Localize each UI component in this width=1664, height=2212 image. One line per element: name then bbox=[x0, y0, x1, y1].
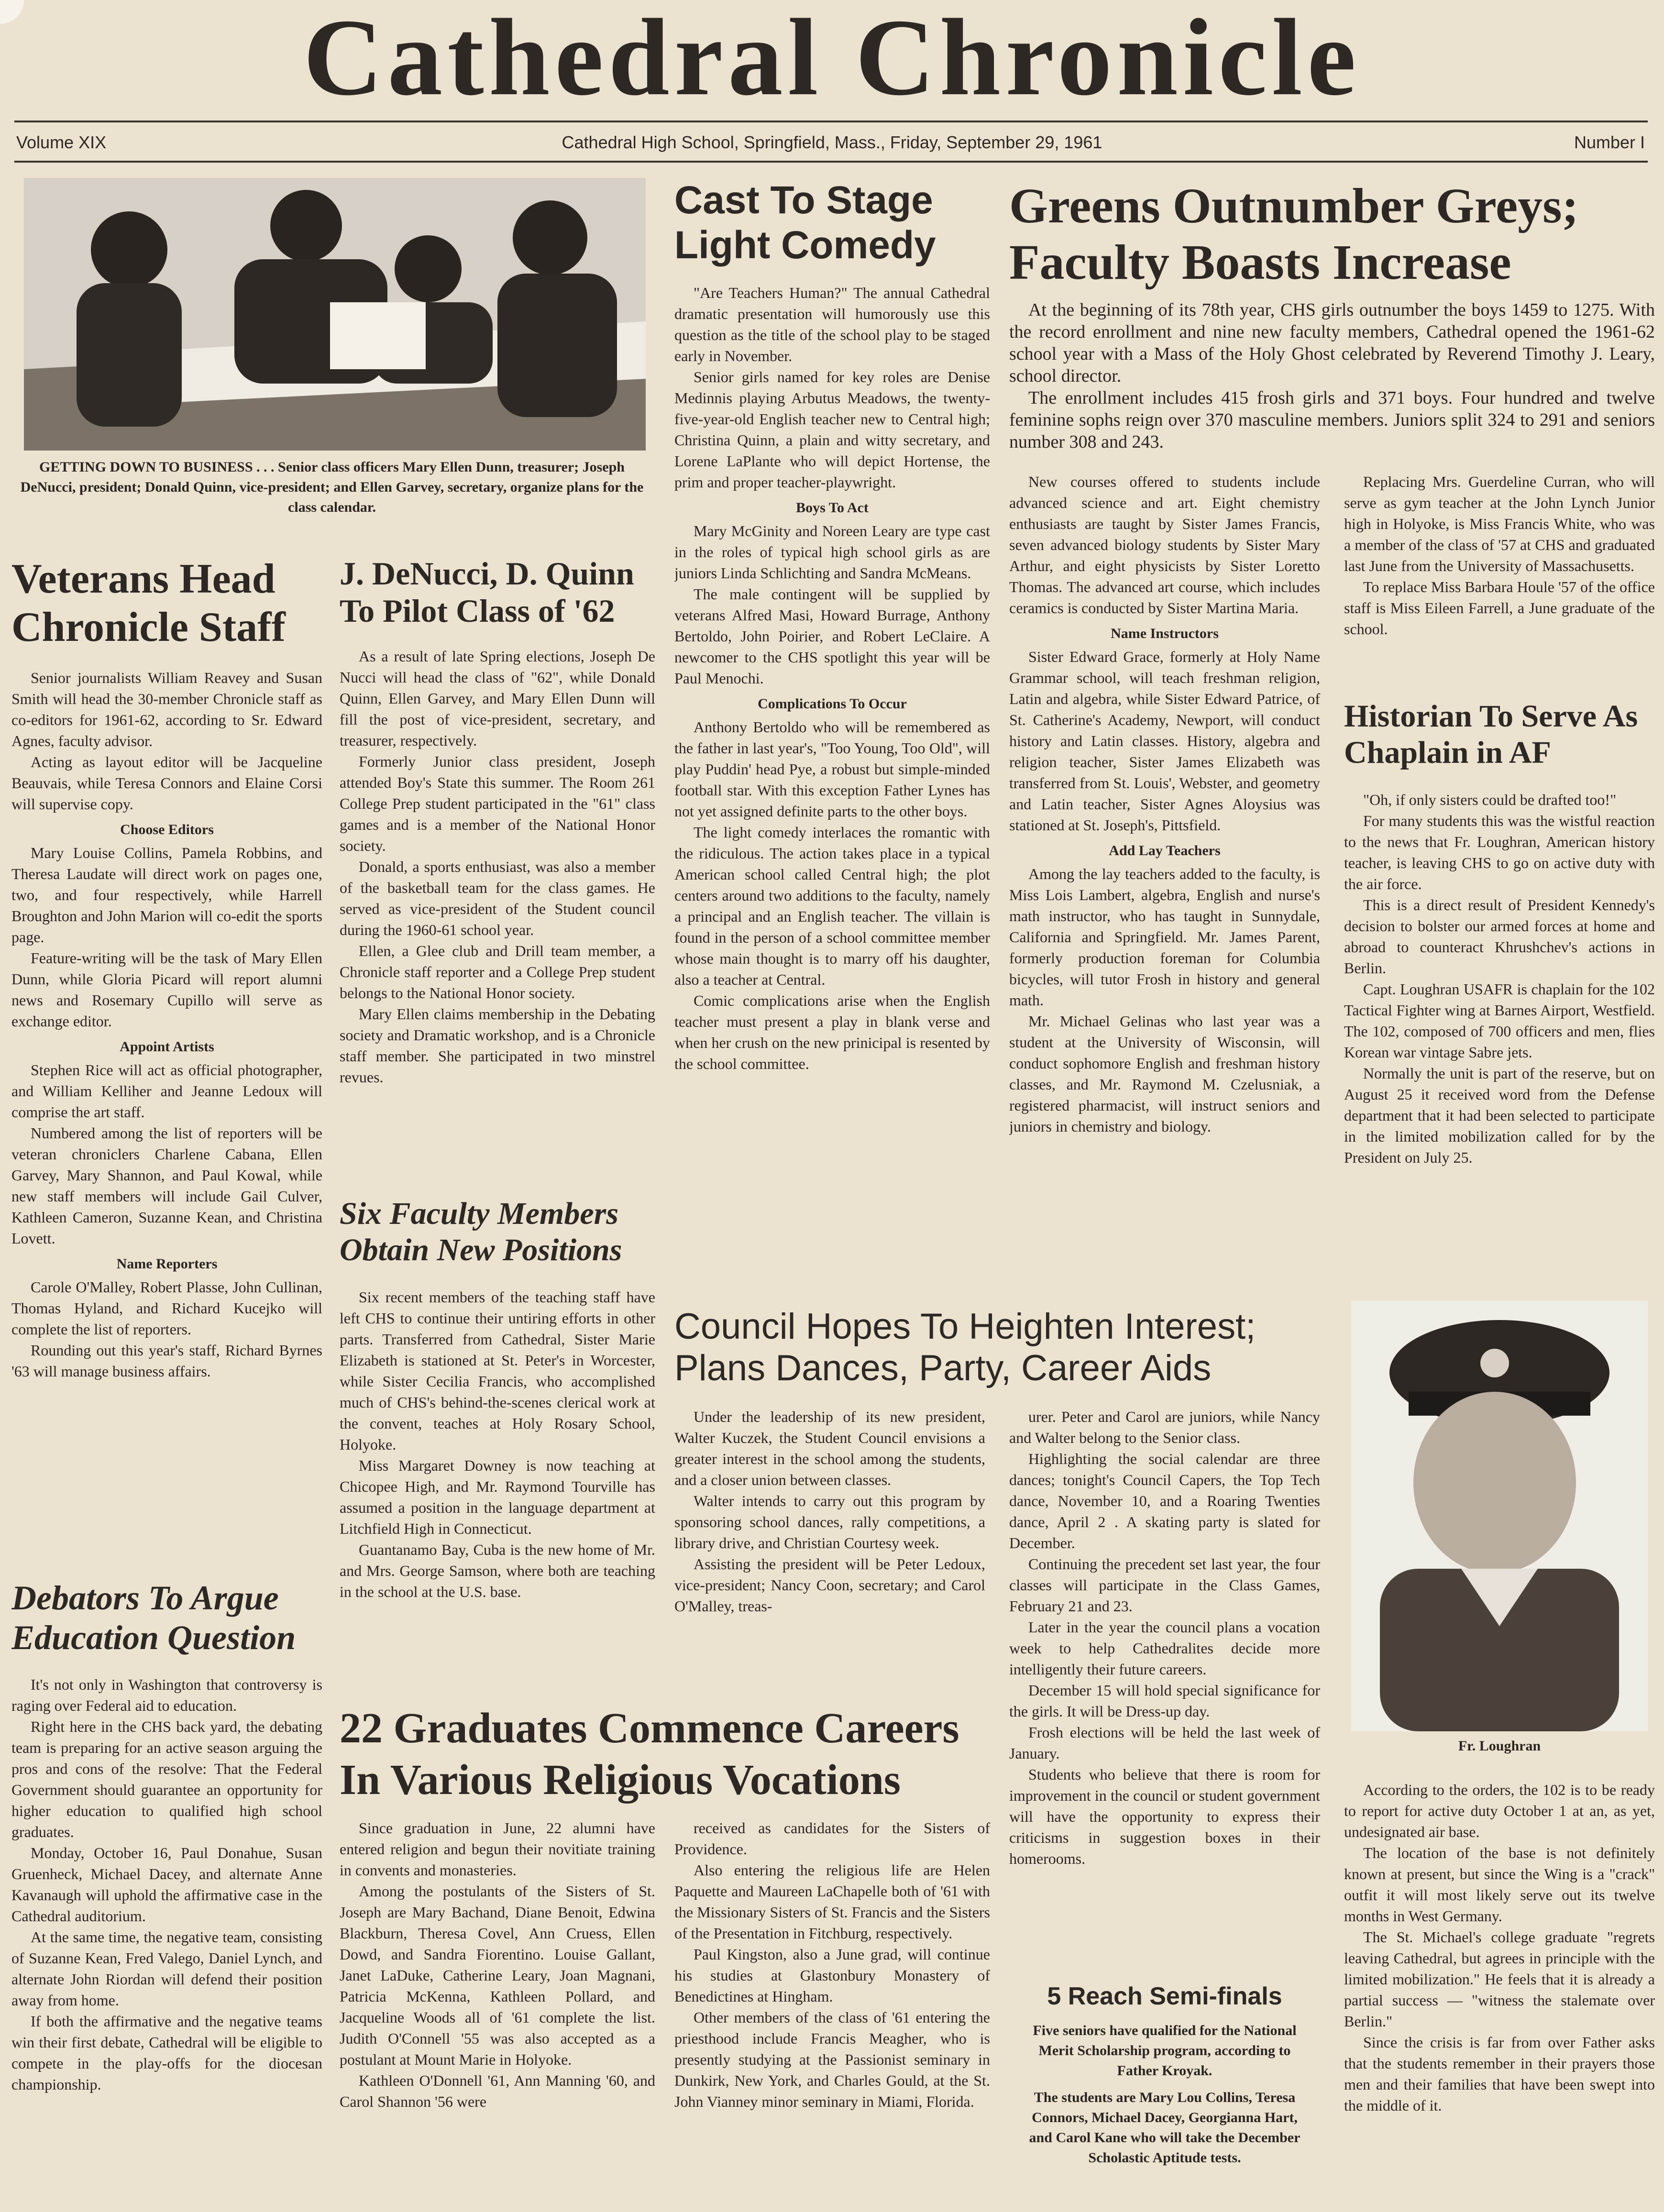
subhead-choose-editors: Choose Editors bbox=[120, 822, 214, 837]
paragraph: At the beginning of its 78th year, CHS girls outnumber the boys 1459 to 1275. With the record enrollment and nine new faculty members, Cathedral opened the 1961-62 school year with a Mass of the Holy Ghost celebrated by Reverend Timothy J. Leary, school director. bbox=[1009, 300, 1655, 386]
paragraph: Sister Edward Grace, formerly at Holy Name Grammar school, will teach freshman religion, Latin and algebra, while Sister Edward Patrice, of St. Catherine's Academy, Newport, will conduct history and Latin classes. History, algebra and religion teacher, Sister James Elizabeth was transferred from St. Louis', Webster, and geometry and Latin teacher, Sister Agnes Aloysius was stationed at St. Joseph's, Pittsfield. bbox=[1009, 648, 1320, 834]
paragraph: Kathleen O'Donnell '61, Ann Manning '60, and Carol Shannon '56 were bbox=[340, 2072, 655, 2110]
headline-six-faculty: Six Faculty Members Obtain New Positions bbox=[340, 1196, 622, 1267]
paragraph: Under the leadership of its new president, Walter Kuczek, the Student Council envisions a greater interest in the school among the students, and a closer union between classes. bbox=[674, 1408, 985, 1488]
paragraph: "Oh, if only sisters could be drafted too!" bbox=[1363, 791, 1617, 808]
article-cast bbox=[674, 282, 990, 1296]
paragraph: Also entering the religious life are Helen Paquette and Maureen LaChapelle both of '61 with the Missionary Sisters of St. Francis and the Sisters of the Presentation in Fitchburg, respectively. bbox=[674, 1861, 990, 1942]
paragraph: As a result of late Spring elections, Joseph De Nucci will head the class of "62", while Donald Quinn, Ellen Garvey, and Mary Ellen Dunn will fill the post of vice-president, secretary, and treasurer, respectively. bbox=[340, 648, 655, 749]
paragraph: Senior girls named for key roles are Denise Medinnis playing Arbutus Meadows, the twenty-five-year-old English teacher new to Central high; Christina Quinn, a plain and witty secretary, and Lorene LaPlante who will depict Hortense, the prim and proper teacher-playwright. bbox=[674, 368, 990, 491]
paragraph: The students are Mary Lou Collins, Teresa Connors, Michael Dacey, Georgianna Hart, and Carol Kane who will take the December Scholastic Aptitude tests. bbox=[1029, 2090, 1300, 2166]
article-historian-top bbox=[1344, 789, 1655, 1291]
paragraph: To replace Miss Barbara Houle '57 of the office staff is Miss Eileen Farrell, a June graduate of the school. bbox=[1344, 578, 1655, 638]
paragraph: Acting as layout editor will be Jacqueline Beauvais, while Teresa Connors and Elaine Corsi will supervise copy. bbox=[11, 753, 322, 813]
paragraph: The light comedy interlaces the romantic with the ridiculous. The action takes place in a typical American school called Central high; the plot centers around two additions to the faculty, namely a principal and an English teacher. The villain is found in the person of a school committee member whose main thought is to marry off his daughter, also a teacher at Central. bbox=[674, 824, 990, 988]
masthead-rule-bottom bbox=[14, 161, 1648, 163]
article-greens-col1 bbox=[1009, 471, 1320, 1294]
article-debators bbox=[11, 1674, 322, 2205]
subhead-name-reporters: Name Reporters bbox=[116, 1256, 218, 1272]
class-officers-caption: GETTING DOWN TO BUSINESS . . . Senior class officers Mary Ellen Dunn, treasurer; Joseph DeNucci, president; Donald Quinn, vice-president; and Ellen Garvey, secretary, organize plans for the class calendar. bbox=[20, 459, 644, 515]
paragraph: This is a direct result of President Kennedy's decision to bolster our armed forces at home and abroad to counteract Khrushchev's actions in Berlin. bbox=[1344, 896, 1655, 977]
issue-number: Number I bbox=[1574, 132, 1645, 152]
paragraph: urer. Peter and Carol are juniors, while Nancy and Walter belong to the Senior class. bbox=[1009, 1408, 1320, 1446]
paragraph: The St. Michael's college graduate "regrets leaving Cathedral, but agrees in principle with the limited mobilization." He feels that it is already a partial success — "witness the stalemate over Berlin." bbox=[1344, 1928, 1655, 2030]
headline-graduates: 22 Graduates Commence Careers In Various Religious Vocations bbox=[340, 1705, 959, 1804]
headline-historian: Historian To Serve As Chaplain in AF bbox=[1344, 699, 1638, 770]
article-graduates-col1 bbox=[340, 1817, 655, 2205]
paragraph: December 15 will hold special significance for the girls. It will be Dress-up day. bbox=[1009, 1682, 1320, 1720]
article-six-faculty bbox=[340, 1287, 655, 1679]
paragraph: Miss Margaret Downey is now teaching at Chicopee High, and Mr. Raymond Tourville has assumed a position in the language department at Litchfield High in Connecticut. bbox=[340, 1457, 655, 1537]
loughran-portrait bbox=[1351, 1301, 1648, 1731]
paragraph: It's not only in Washington that controversy is raging over Federal aid to education. bbox=[11, 1676, 322, 1714]
paragraph: Ellen, a Glee club and Drill team member, a Chronicle staff reporter and a College Prep student belongs to the National Honor society. bbox=[340, 942, 655, 1001]
loughran-caption: Fr. Loughran bbox=[1458, 1738, 1541, 1754]
paragraph: Carole O'Malley, Robert Plasse, John Cullinan, Thomas Hyland, and Richard Kucejko will complete the list of reporters. bbox=[11, 1278, 322, 1338]
paragraph: Paul Kingston, also a June grad, will continue his studies at Glastonbury Monastery of Benedictines at Hingham. bbox=[674, 1946, 990, 2005]
paragraph: received as candidates for the Sisters of Providence. bbox=[674, 1819, 990, 1858]
article-council-col1 bbox=[674, 1406, 985, 1717]
article-council-col2 bbox=[1009, 1406, 1320, 1975]
dateline: Cathedral High School, Springfield, Mass., Friday, September 29, 1961 bbox=[562, 132, 1102, 152]
paragraph: Mary Ellen claims membership in the Debating society and Dramatic workshop, and is a Chronicle staff member. She participated in two minstrel revues. bbox=[340, 1005, 655, 1086]
paragraph: Guantanamo Bay, Cuba is the new home of Mr. and Mrs. George Samson, where both are teaching in the school at the U.S. base. bbox=[340, 1541, 655, 1600]
masthead-rule-top bbox=[14, 121, 1648, 122]
subhead-name-instructors: Name Instructors bbox=[1111, 626, 1219, 641]
paragraph: Feature-writing will be the task of Mary Ellen Dunn, while Gloria Picard will report alumni news and Rosemary Cupillo will serve as exchange editor. bbox=[11, 949, 322, 1030]
paragraph: Mary Louise Collins, Pamela Robbins, and Theresa Laudate will direct work on pages one, two, and four respectively, while Harrell Broughton and John Marion will co-edit the sports page. bbox=[11, 844, 322, 946]
paragraph: Students who believe that there is room for improvement in the council or student government will have the opportunity to express their criticisms in suggestion boxes in their homerooms. bbox=[1009, 1766, 1320, 1867]
paragraph: "Are Teachers Human?" The annual Cathedral dramatic presentation will humorously use this question as the title of the school play to be staged early in November. bbox=[674, 284, 990, 364]
class-officers-photo bbox=[24, 178, 646, 451]
paragraph: Six recent members of the teaching staff have left CHS to continue their untiring efforts in other parts. Transferred from Cathedral, Sister Marie Elizabeth is stationed at St. Peter's in Worcester, while Sister Cecilia Francis, who accomplished much of CHS's behind-the-scenes clerical work at the convent, teaches at Holy Rosary School, Holyoke. bbox=[340, 1288, 655, 1453]
paragraph: Walter intends to carry out this program by sponsoring school dances, rally competitions, a library drive, and Christian Courtesy week. bbox=[674, 1492, 985, 1552]
paragraph: Five seniors have qualified for the National Merit Scholarship program, according to Father Kroyak. bbox=[1033, 2023, 1297, 2079]
paragraph: Stephen Rice will act as official photographer, and William Kelliher and Jeanne Ledoux will comprise the art staff. bbox=[11, 1061, 322, 1121]
paragraph: Normally the unit is part of the reserve, but on August 25 it received word from the Defense department that it had been selected to participate in the limited mobilization called for by the President on July 25. bbox=[1344, 1065, 1655, 1166]
paragraph: Frosh elections will be held the last week of January. bbox=[1009, 1724, 1320, 1762]
article-greens-lead bbox=[1009, 299, 1655, 466]
article-semifinals bbox=[1019, 2021, 1311, 2207]
paragraph: Assisting the president will be Peter Ledoux, vice-president; Nancy Coon, secretary; and Carol O'Malley, treas- bbox=[674, 1555, 985, 1615]
paragraph: According to the orders, the 102 is to be ready to report for active duty October 1 at an, as yet, undesignated air base. bbox=[1344, 1781, 1655, 1840]
volume-label: Volume XIX bbox=[16, 132, 107, 152]
headline-debators: Debators To Argue Education Question bbox=[11, 1579, 296, 1657]
paragraph: Senior journalists William Reavey and Susan Smith will head the 30-member Chronicle staff as co-editors for 1961-62, according to Sr. Edward Agnes, faculty advisor. bbox=[11, 669, 322, 749]
paragraph: Right here in the CHS back yard, the debating team is preparing for an active season arguing the pros and cons of the resolve: That the Federal Government should guarantee an opportunity for higher education to qualified high school graduates. bbox=[11, 1718, 322, 1840]
article-denucci bbox=[340, 646, 655, 1172]
paragraph: Monday, October 16, Paul Donahue, Susan Gruenheck, Michael Dacey, and alternate Anne Kavanaugh will uphold the affirmative case in the Cathedral auditorium. bbox=[11, 1844, 322, 1925]
paragraph: Since graduation in June, 22 alumni have entered religion and begun their novitiate training in convents and monasteries. bbox=[340, 1819, 655, 1879]
paragraph: Donald, a sports enthusiast, was also a member of the basketball team for the class games. He served as vice-president of the Student council during the 1960-61 school year. bbox=[340, 858, 655, 938]
paragraph: Continuing the precedent set last year, the four classes will participate in the Class Games, February 21 and 23. bbox=[1009, 1555, 1320, 1615]
paragraph: Since the crisis is far from over Father asks that the students remember in their prayers those men and their families that have been swept into the middle of it. bbox=[1344, 2034, 1655, 2114]
paragraph: If both the affirmative and the negative teams win their first debate, Cathedral will be eligible to compete in the play-offs for the diocesan championship. bbox=[11, 2013, 322, 2093]
subhead-add-lay-teachers: Add Lay Teachers bbox=[1109, 843, 1221, 858]
paragraph: Other members of the class of '61 entering the priesthood include Francis Meagher, who is presently studying at the Passionist seminary in Dunkirk, New York, and Charles Gould, at the St. John Vianney minor seminary in Miami, Florida. bbox=[674, 2009, 990, 2110]
paragraph: The enrollment includes 415 frosh girls and 371 boys. Four hundred and twelve feminine sophs reign over 370 masculine members. Juniors split 324 to 291 and seniors number 308 and 243. bbox=[1009, 388, 1655, 452]
paragraph: Later in the year the council plans a vocation week to help Cathedralites decide more intelligently their future careers. bbox=[1009, 1618, 1320, 1678]
paragraph: The location of the base is not definitely known at present, but since the Wing is a "crack" outfit it will most likely serve out its twelve months in West Germany. bbox=[1344, 1844, 1655, 1925]
headline-semifinals: 5 Reach Semi-finals bbox=[1047, 1982, 1282, 2010]
paragraph: The male contingent will be supplied by veterans Alfred Masi, Howard Burrage, Anthony Bertoldo, John Poirier, and Robert LeClaire. A newcomer to the CHS spotlight this year will be Paul Menochi. bbox=[674, 585, 990, 687]
article-historian-bottom bbox=[1344, 1779, 1655, 2205]
subhead-boys-to-act: Boys To Act bbox=[796, 500, 869, 516]
paragraph: Capt. Loughran USAFR is chaplain for the 102 Tactical Fighter wing at Barnes Airport, Westfield. The 102, composed of 700 officers and men, flies Korean war vintage Sabre jets. bbox=[1344, 980, 1655, 1061]
paragraph: Anthony Bertoldo who will be remembered as the father in last year's, "Too Young, Too Old", will play Puddin' head Pye, a robust but simple-minded football star. With this exception Father Lynes has not yet assigned definite parts to the other boys. bbox=[674, 718, 990, 820]
paragraph: For many students this was the wistful reaction to the news that Fr. Loughran, American history teacher, is leaving CHS to go on active duty with the air force. bbox=[1344, 812, 1655, 892]
headline-greens: Greens Outnumber Greys; Faculty Boasts Increase bbox=[1009, 178, 1579, 290]
masthead-title: Cathedral Chronicle bbox=[303, 0, 1361, 118]
headline-veterans: Veterans Head Chronicle Staff bbox=[11, 556, 286, 651]
paragraph: At the same time, the negative team, consisting of Suzanne Kean, Fred Valego, Daniel Lynch, and alternate John Riordan will defend their position away from home. bbox=[11, 1928, 322, 2009]
paragraph: Highlighting the social calendar are three dances; tonight's Council Capers, the Top Tech dance, November 10, and a Roaring Twenties dance, April 2 . A skating party is slated for December. bbox=[1009, 1450, 1320, 1552]
paragraph: Among the lay teachers added to the faculty, is Miss Lois Lambert, algebra, English and nurse's math instructor, who has taught in Sunnydale, California and Springfield. Mr. James Parent, formerly production foreman for Columbia bicycles, will tutor Frosh in history and general math. bbox=[1009, 865, 1320, 1009]
paragraph: Among the postulants of the Sisters of St. Joseph are Mary Bachand, Diane Benoit, Edwina Blackburn, Theresa Covel, Ann Cruess, Ellen Dowd, and Sandra Fiorentino. Louise Gallant, Janet LaDuke, Catherine Leary, Joan Magnani, Patricia McKenna, Kathleen Pollard, and Jacqueline Woods all of '61 complete the list. Judith O'Connell '55 was also accepted as a postulant at Mount Marie in Holyoke. bbox=[340, 1882, 655, 2068]
paragraph: Comic complications arise when the English teacher must present a play in blank verse and when her crush on the new prinicipal is resented by the school committee. bbox=[674, 992, 990, 1072]
headline-cast: Cast To Stage Light Comedy bbox=[674, 178, 936, 267]
subhead-appoint-artists: Appoint Artists bbox=[120, 1039, 214, 1055]
paragraph: Rounding out this year's staff, Richard Byrnes '63 will manage business affairs. bbox=[11, 1342, 322, 1380]
article-graduates-col2 bbox=[674, 1817, 990, 2205]
headline-council: Council Hopes To Heighten Interest; Plans Dances, Party, Career Aids bbox=[674, 1306, 1256, 1389]
paragraph: Numbered among the list of reporters will be veteran chroniclers Charlene Cabana, Ellen Garvey, Mary Shannon, and Paul Kowal, while new staff members will include Gail Culver, Kathleen Cameron, Suzanne Kean, and Christina Lovett. bbox=[11, 1124, 322, 1247]
paragraph: Mary McGinity and Noreen Leary are type cast in the roles of typical high school girls as are juniors Linda Schlichting and Sandra McMeans. bbox=[674, 522, 990, 582]
article-veterans bbox=[11, 667, 322, 1533]
paragraph: Formerly Junior class president, Joseph attended Boy's State this summer. The Room 261 College Prep student participated in the "61" class games and is a member of the National Honor society. bbox=[340, 753, 655, 854]
paragraph: Replacing Mrs. Guerdeline Curran, who will serve as gym teacher at the John Lynch Junior high in Holyoke, is Miss Francis White, who was a member of the class of '57 at CHS and graduated last June from the University of Massachusetts. bbox=[1344, 473, 1655, 574]
headline-denucci: J. DeNucci, D. Quinn To Pilot Class of '62 bbox=[340, 555, 634, 629]
paragraph: Mr. Michael Gelinas who last year was a student at the University of Wisconsin, will conduct sophomore English and freshman history classes, and Mr. Raymond M. Czelusniak, a registered pharmacist, will instruct seniors and juniors in chemistry and biology. bbox=[1009, 1012, 1320, 1135]
subhead-complications: Complications To Occur bbox=[758, 696, 907, 712]
article-greens-col2 bbox=[1344, 471, 1655, 682]
paragraph: New courses offered to students include advanced science and art. Eight chemistry enthusiasts are taught by Sister James Francis, seven advanced biology students by Sister Mary Arthur, and eight physicists by Sister Loretto Thomas. The advanced art course, which includes ceramics is conducted by Sister Martina Maria. bbox=[1009, 473, 1320, 616]
